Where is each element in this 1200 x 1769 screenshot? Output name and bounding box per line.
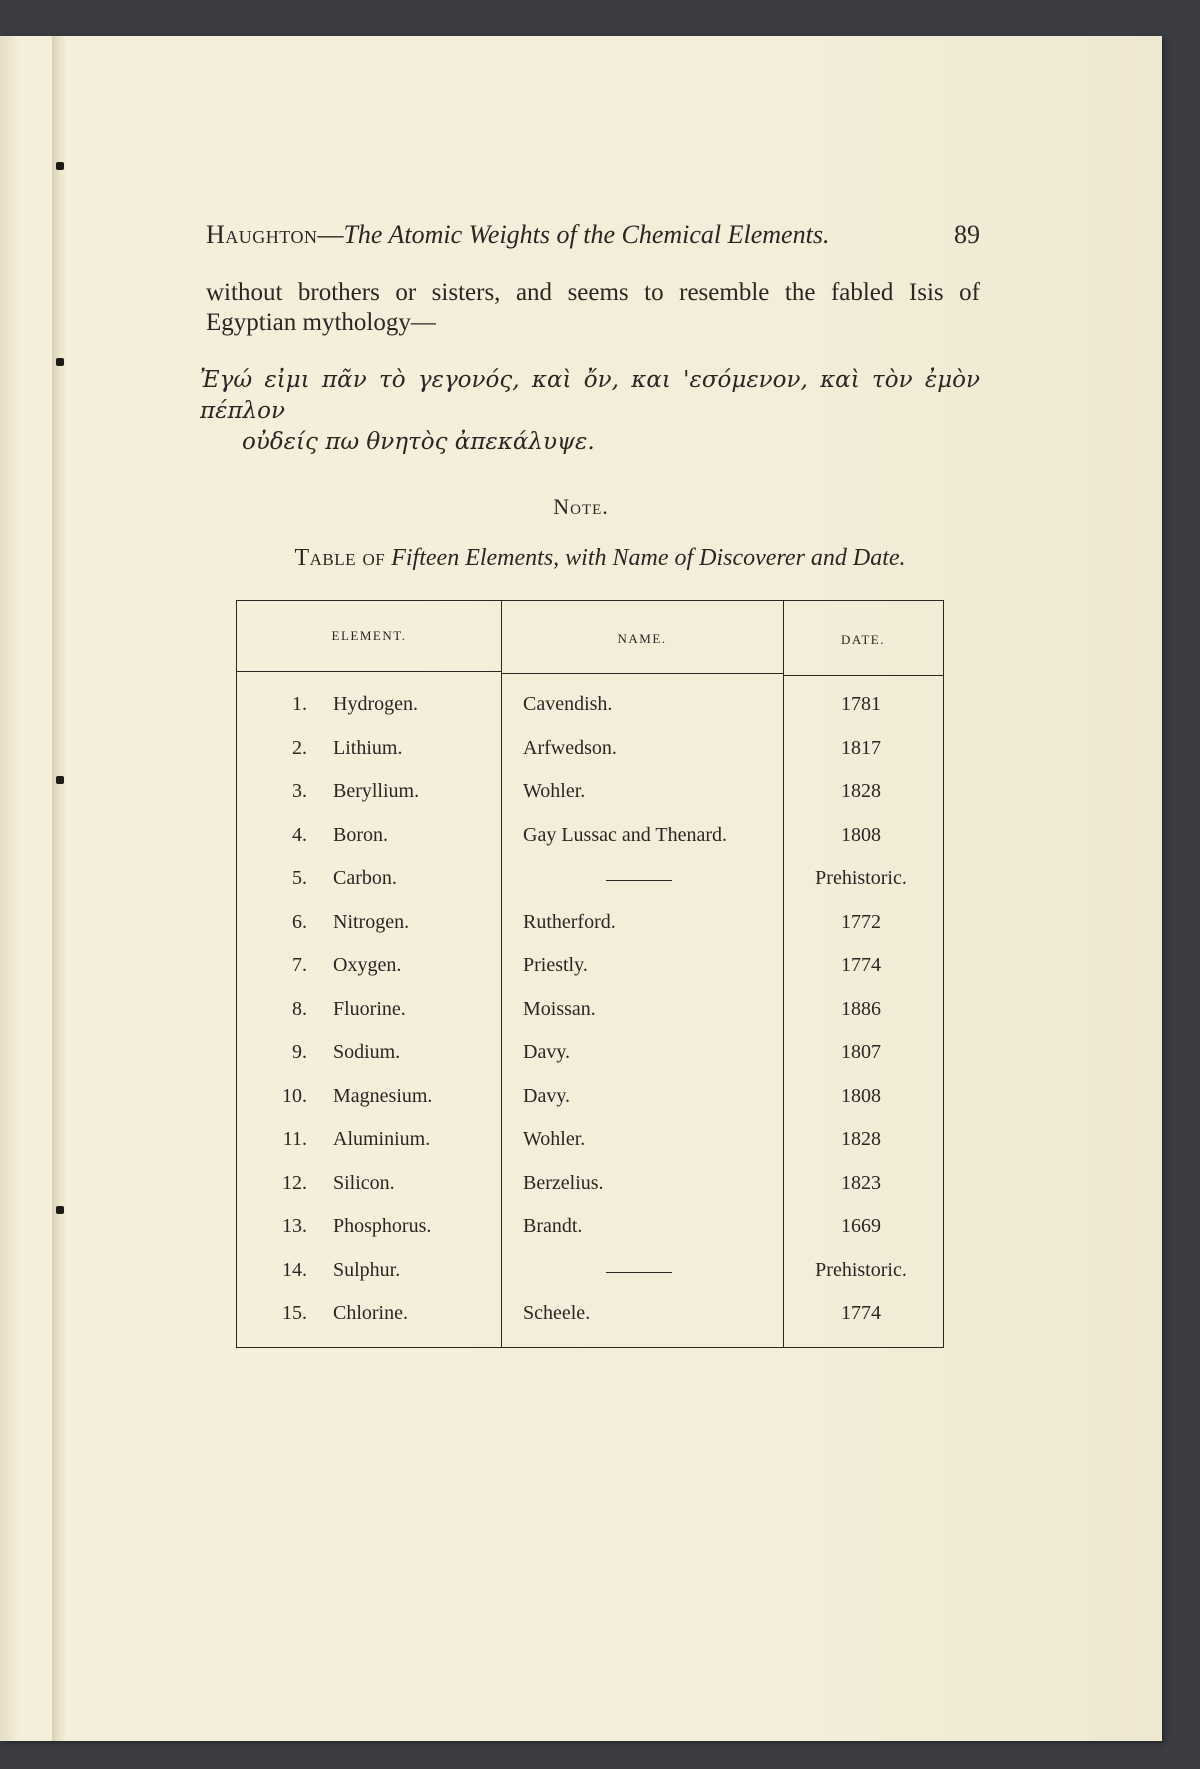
element-name-cell: Fluorine.: [333, 997, 406, 1020]
date-cell: 1772: [841, 910, 881, 933]
date-cell: 1828: [841, 1128, 881, 1150]
discoverer-cell: Scheele.: [523, 1302, 591, 1324]
element-name-cell: Beryllium.: [333, 780, 420, 802]
binding-stitch: [56, 776, 64, 784]
element-name-cell: Aluminium.: [333, 1128, 431, 1150]
body-paragraph: [206, 278, 980, 338]
header-author: Haughton: [206, 220, 318, 249]
table-row: [237, 1085, 943, 1129]
element-name-cell: Sodium.: [333, 1041, 401, 1063]
header-rule: [501, 673, 783, 674]
element-name-cell: Oxygen.: [333, 954, 402, 976]
table-row: [237, 780, 943, 824]
element-name-cell: Magnesium.: [333, 1084, 433, 1107]
table-row: [237, 998, 943, 1042]
discoverer-cell: Gay Lussac and Thenard.: [523, 823, 728, 846]
paragraph-line: Egyptian mythology—: [206, 309, 436, 336]
header-separator: —: [317, 220, 344, 249]
row-number: 1.: [292, 693, 307, 715]
note-heading: Note.: [553, 494, 609, 519]
table-row: [237, 693, 943, 737]
discoverer-cell: Arfwedson.: [523, 736, 617, 759]
row-number: 9.: [292, 1041, 307, 1063]
row-number: 14.: [282, 1258, 307, 1281]
row-number: 6.: [292, 910, 307, 933]
greek-line: οὐδείς πω θνητὸς ἀπεκάλυψε.: [242, 429, 595, 455]
discoverer-cell: Rutherford.: [523, 910, 616, 933]
page-gutter: [52, 36, 66, 1741]
row-number: 10.: [282, 1084, 307, 1107]
binding-stitch: [56, 1206, 64, 1214]
date-cell: 1817: [841, 736, 881, 759]
row-number: 11.: [282, 1128, 307, 1150]
element-name-cell: Carbon.: [333, 867, 397, 889]
binding-stitch: [56, 358, 64, 366]
row-number: 4.: [292, 823, 307, 846]
table-caption-lead: Table of: [294, 545, 386, 571]
date-cell: 1808: [841, 1084, 881, 1107]
row-number: 5.: [292, 867, 307, 889]
discoverer-cell: Brandt.: [523, 1215, 583, 1237]
table-row: [237, 954, 943, 998]
date-cell: 1807: [841, 1041, 881, 1063]
discoverer-cell: Davy.: [523, 1041, 571, 1063]
column-header-name: NAME.: [617, 631, 667, 646]
date-cell: Prehistoric.: [815, 867, 907, 889]
table-row: [237, 1259, 943, 1303]
element-name-cell: Phosphorus.: [333, 1215, 432, 1237]
column-header-date: DATE.: [841, 632, 885, 647]
table-row: [237, 737, 943, 781]
table-row: [237, 1172, 943, 1216]
discoverer-cell: Wohler.: [523, 780, 586, 802]
table-row: [237, 824, 943, 868]
elements-table: [236, 600, 944, 1348]
table-row: [237, 867, 943, 911]
date-cell: 1781: [841, 693, 881, 715]
table-row: [237, 1215, 943, 1259]
header-left: [206, 220, 829, 250]
row-number: 15.: [282, 1302, 307, 1324]
date-cell: 1823: [841, 1171, 881, 1194]
column-header-element: ELEMENT.: [331, 628, 407, 643]
row-number: 7.: [292, 954, 307, 976]
discoverer-cell: Priestly.: [523, 954, 588, 976]
discoverer-cell: Wohler.: [523, 1128, 586, 1150]
discoverer-dash: [606, 880, 672, 881]
row-number: 8.: [292, 997, 307, 1020]
date-cell: 1886: [841, 997, 881, 1020]
discoverer-cell: Berzelius.: [523, 1171, 604, 1194]
date-cell: 1669: [841, 1215, 881, 1237]
table-caption: [250, 545, 950, 572]
header-rule: [783, 675, 943, 676]
table-row: [237, 1128, 943, 1172]
element-name-cell: Hydrogen.: [333, 693, 418, 715]
element-name-cell: Lithium.: [333, 736, 403, 759]
discoverer-cell: Cavendish.: [523, 693, 613, 715]
row-number: 13.: [282, 1215, 307, 1237]
table-body: [237, 693, 943, 1346]
discoverer-cell: Moissan.: [523, 997, 596, 1020]
header-rule: [237, 671, 501, 672]
date-cell: 1774: [841, 1302, 881, 1324]
element-name-cell: Chlorine.: [333, 1302, 408, 1324]
element-name-cell: Boron.: [333, 823, 388, 846]
discoverer-dash: [606, 1272, 672, 1273]
table-row: [237, 1041, 943, 1085]
table-row: [237, 911, 943, 955]
date-cell: Prehistoric.: [815, 1258, 907, 1281]
running-header: [206, 220, 980, 250]
header-title: The Atomic Weights of the Chemical Elements.: [343, 220, 830, 249]
greek-line: Ἐγώ εἰμι πᾶν τὸ γεγονός, καὶ ὄν, και 'εσόμενον, καὶ τὸν ἐμὸν πέπλον: [200, 367, 980, 424]
row-number: 3.: [292, 780, 307, 802]
binding-stitch: [56, 162, 64, 170]
discoverer-cell: Davy.: [523, 1084, 571, 1107]
table-row: [237, 1302, 943, 1346]
date-cell: 1808: [841, 823, 881, 846]
table-caption-rest: Fifteen Elements, with Name of Discoverer and Date.: [391, 545, 906, 571]
date-cell: 1828: [841, 780, 881, 802]
element-name-cell: Sulphur.: [333, 1258, 401, 1281]
row-number: 2.: [292, 736, 307, 759]
page-number: 89: [954, 220, 980, 249]
greek-quotation: [200, 365, 980, 458]
paragraph-line: without brothers or sisters, and seems to resemble the fabled Isis of: [206, 279, 980, 306]
date-cell: 1774: [841, 954, 881, 976]
element-name-cell: Nitrogen.: [333, 910, 410, 933]
element-name-cell: Silicon.: [333, 1171, 395, 1194]
row-number: 12.: [282, 1171, 307, 1194]
